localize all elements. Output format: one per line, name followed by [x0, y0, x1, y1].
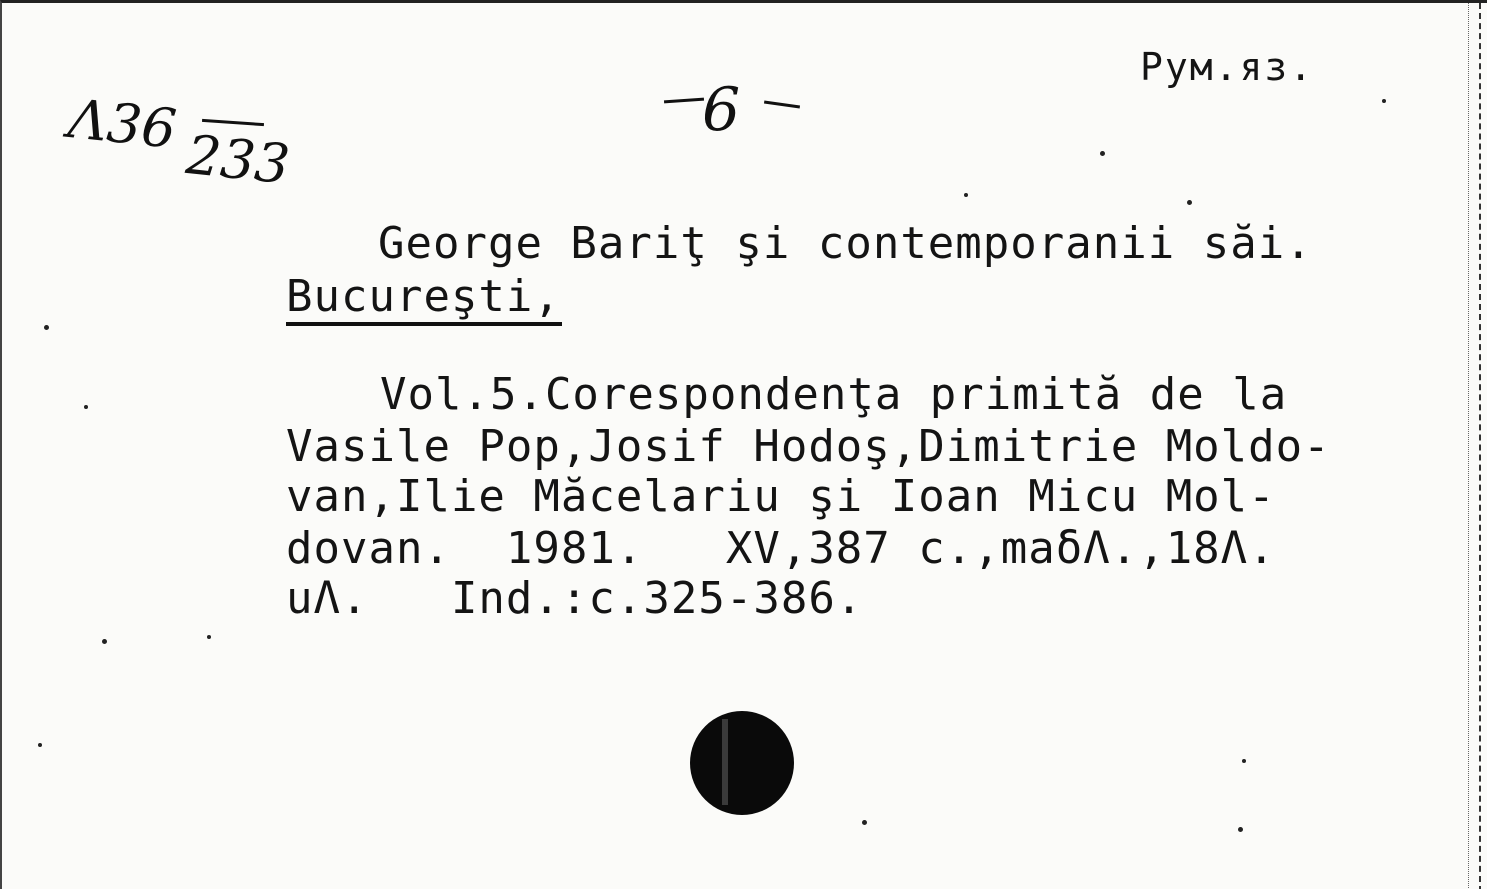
handwritten-dash-left	[664, 98, 704, 104]
speck	[1187, 200, 1192, 205]
language-note: Рум.яз.	[1140, 45, 1315, 89]
speck	[84, 405, 88, 409]
speck	[44, 325, 49, 330]
shelf-mark-number: 233	[183, 123, 293, 197]
punch-hole	[690, 711, 794, 815]
card-right-edge-dots	[1468, 3, 1469, 889]
volume-line: dovan. 1981. XV,387 c.,maδΛ.,18Λ.	[286, 523, 1276, 574]
speck	[1242, 759, 1246, 763]
speck	[38, 743, 42, 747]
volume-line: van,Ilie Măcelariu şi Ioan Micu Mol-	[286, 471, 1276, 522]
volume-line: Vasile Pop,Josif Hodoş,Dimitrie Moldo-	[286, 421, 1331, 472]
handwritten-mark: 6	[702, 75, 741, 145]
punch-hole-highlight	[722, 719, 728, 805]
speck	[1100, 151, 1105, 156]
speck	[207, 635, 211, 639]
shelf-mark-prefix: Λ36	[65, 87, 180, 161]
place-underline	[286, 322, 562, 326]
handwritten-dash-right	[764, 101, 800, 109]
speck	[1382, 99, 1386, 103]
card-right-edge	[1479, 3, 1481, 889]
speck	[102, 639, 107, 644]
volume-line: uΛ. Ind.:c.325-386.	[286, 573, 864, 624]
book-title: George Bariţ şi contemporanii săi.	[378, 218, 1313, 269]
place-name: Bucureşti	[286, 271, 534, 322]
speck	[862, 820, 867, 825]
publication-place	[286, 271, 561, 322]
speck	[1238, 827, 1243, 832]
volume-line: Vol.5.Corespondenţa primită de la	[380, 369, 1288, 420]
place-punctuation: ,	[533, 271, 561, 322]
speck	[964, 193, 968, 197]
